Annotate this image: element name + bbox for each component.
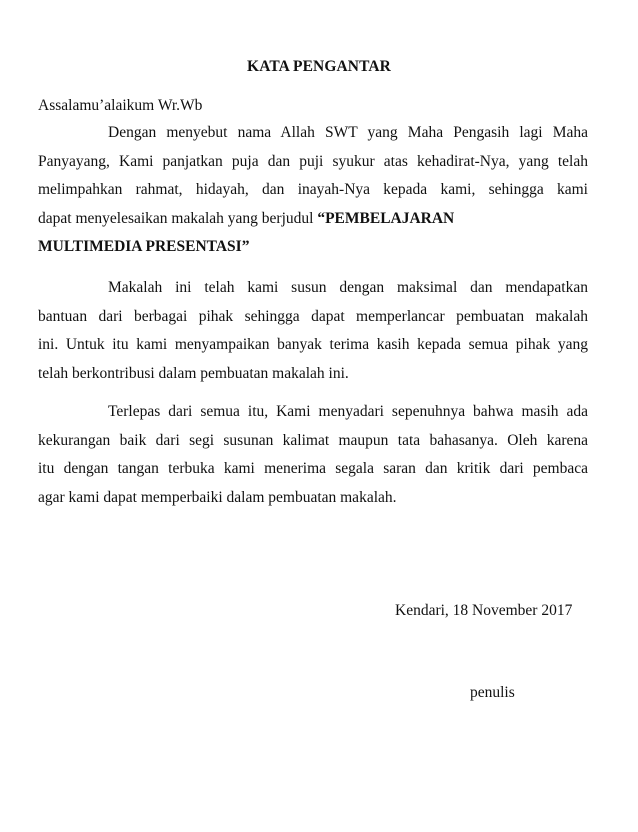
paragraph-1-line-text: dapat menyelesaikan makalah yang berjudul bbox=[38, 209, 318, 227]
paragraph-1-line bbox=[38, 205, 588, 234]
greeting: Assalamu’alaikum Wr.Wb bbox=[38, 97, 203, 114]
paragraph-1-line: Panyayang, Kami panjatkan puja dan puji syukur atas kehadirat-Nya, yang telah bbox=[38, 152, 588, 170]
paragraph-2-line: ini. Untuk itu kami menyampaikan banyak terima kasih kepada semua pihak yang bbox=[38, 336, 588, 353]
paragraph-3-line: agar kami dapat memperbaiki dalam pembuatan makalah. bbox=[38, 488, 397, 506]
paragraph-2-line: Makalah ini telah kami susun dengan maksimal dan mendapatkan bbox=[108, 279, 588, 296]
paragraph-2-line: bantuan dari berbagai pihak sehingga dapat memperlancar pembuatan makalah bbox=[38, 307, 588, 325]
paragraph-3 bbox=[38, 398, 588, 512]
paragraph-2 bbox=[38, 274, 588, 388]
paragraph-1-line: melimpahkan rahmat, hidayah, dan inayah-Nya kepada kami, sehingga kami bbox=[38, 181, 588, 198]
signature-label: penulis bbox=[470, 684, 515, 701]
paragraph-3-line: kekurangan baik dari segi susunan kalimat maupun tata bahasanya. Oleh karena bbox=[38, 431, 588, 449]
paragraph-3-line: Terlepas dari semua itu, Kami menyadari sepenuhnya bahwa masih ada bbox=[108, 403, 588, 420]
paper-title-part-2: MULTIMEDIA PRESENTASI” bbox=[38, 238, 250, 255]
paragraph-1 bbox=[38, 119, 588, 262]
paragraph-1-line: Dengan menyebut nama Allah SWT yang Maha Pengasih lagi Maha bbox=[108, 124, 588, 141]
page-title: KATA PENGANTAR bbox=[247, 58, 391, 75]
paragraph-2-line: telah berkontribusi dalam pembuatan makalah ini. bbox=[38, 364, 349, 382]
place-date: Kendari, 18 November 2017 bbox=[395, 602, 573, 619]
paragraph-3-line: itu dengan tangan terbuka kami menerima segala saran dan kritik dari pembaca bbox=[38, 460, 588, 477]
paper-title-part-1: “PEMBELAJARAN bbox=[317, 209, 455, 227]
